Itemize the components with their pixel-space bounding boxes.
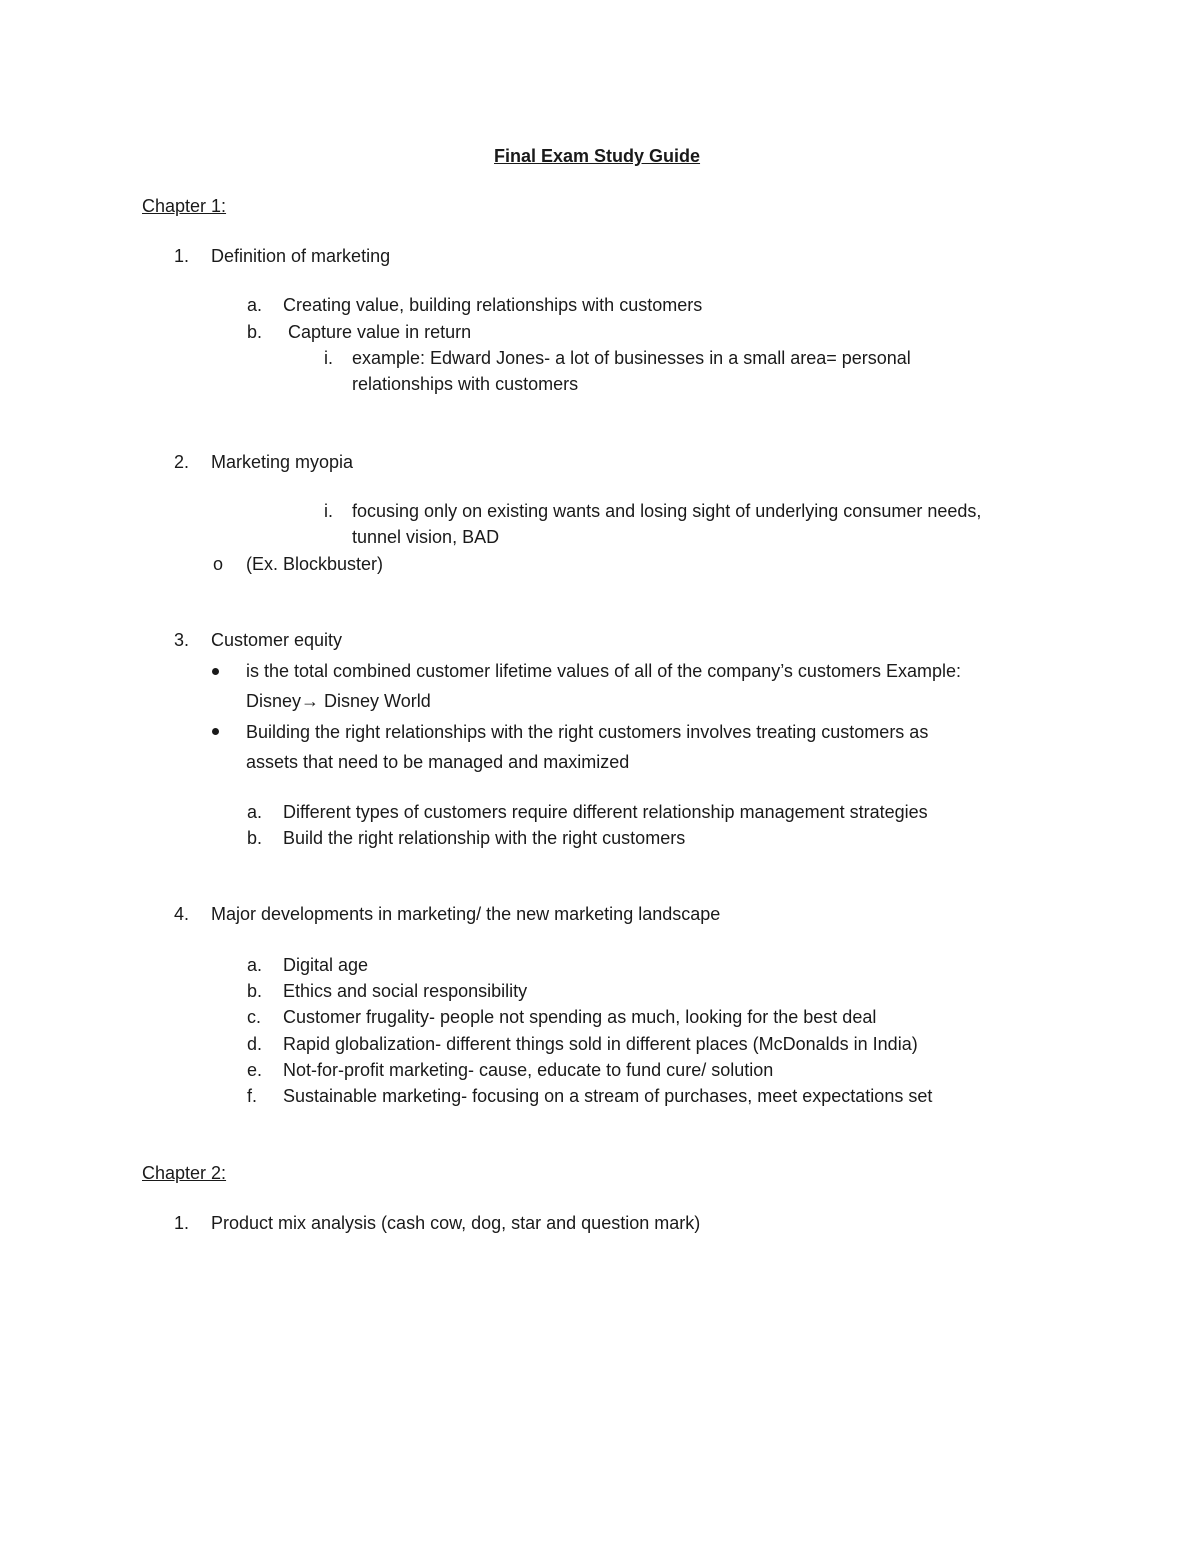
item-3a-marker: a. — [247, 802, 263, 822]
item-2-i-line1: focusing only on existing wants and losing sight of underlying consumer needs, — [352, 501, 982, 521]
item-4-number: 4. — [174, 904, 190, 924]
chapter-2-item-1-text: Product mix analysis (cash cow, dog, star and question mark) — [211, 1213, 701, 1233]
chapter-1-heading: Chapter 1: — [142, 196, 227, 216]
item-4b-text: Ethics and social responsibility — [283, 981, 528, 1001]
chapter-2-heading: Chapter 2: — [142, 1163, 227, 1183]
item-2-o-marker: o — [213, 554, 224, 574]
arrow-right-icon: → — [301, 691, 320, 711]
item-4-text: Major developments in marketing/ the new marketing landscape — [211, 904, 721, 924]
item-3-text: Customer equity — [211, 630, 343, 650]
item-4c-marker: c. — [247, 1007, 262, 1027]
item-4f-text: Sustainable marketing- focusing on a stream of purchases, meet expectations set — [283, 1086, 933, 1106]
item-4a-marker: a. — [247, 955, 263, 975]
item-1-i-marker: i. — [324, 348, 333, 368]
item-3-bullet-2-line1: Building the right relationships with the right customers involves treating customers as — [246, 722, 929, 742]
item-4d-text: Rapid globalization- different things sold in different places (McDonalds in India) — [283, 1034, 918, 1054]
chapter-2-item-1-number: 1. — [174, 1213, 190, 1233]
item-2-text: Marketing myopia — [211, 452, 354, 472]
item-1b-text: Capture value in return — [288, 322, 472, 342]
item-4f-marker: f. — [247, 1086, 258, 1106]
item-3a-text: Different types of customers require different relationship management strategies — [283, 802, 928, 822]
item-3b-text: Build the right relationship with the right customers — [283, 828, 686, 848]
disney-world-text: Disney World — [319, 691, 431, 711]
item-3-number: 3. — [174, 630, 190, 650]
item-3-bullet-2-line2: assets that need to be managed and maximized — [246, 752, 630, 772]
item-4a-text: Digital age — [283, 955, 369, 975]
item-4e-marker: e. — [247, 1060, 263, 1080]
bullet-1-dot — [212, 668, 219, 675]
item-3b-marker: b. — [247, 828, 263, 848]
item-2-number: 2. — [174, 452, 190, 472]
item-3-bullet-1-line2 — [246, 689, 431, 713]
item-2-i-marker: i. — [324, 501, 333, 521]
item-1b-marker: b. — [247, 322, 263, 342]
item-4e-text: Not-for-profit marketing- cause, educate to fund cure/ solution — [283, 1060, 774, 1080]
disney-text: Disney — [246, 691, 302, 711]
item-2-i-line2: tunnel vision, BAD — [352, 527, 500, 547]
item-1a-text: Creating value, building relationships with customers — [283, 295, 703, 315]
item-4d-marker: d. — [247, 1034, 263, 1054]
item-1-i-line2: relationships with customers — [352, 374, 579, 394]
item-4b-marker: b. — [247, 981, 263, 1001]
bullet-2-dot — [212, 728, 219, 735]
item-1-number: 1. — [174, 246, 190, 266]
item-2-o-text: (Ex. Blockbuster) — [246, 554, 384, 574]
item-1-i-line1: example: Edward Jones- a lot of businesses in a small area= personal — [352, 348, 911, 368]
item-4c-text: Customer frugality- people not spending as much, looking for the best deal — [283, 1007, 877, 1027]
page-title: Final Exam Study Guide — [494, 146, 701, 166]
item-1a-marker: a. — [247, 295, 263, 315]
item-1-text: Definition of marketing — [211, 246, 391, 266]
item-3-bullet-1-line1: is the total combined customer lifetime values of all of the company’s customers Example: — [246, 661, 961, 681]
